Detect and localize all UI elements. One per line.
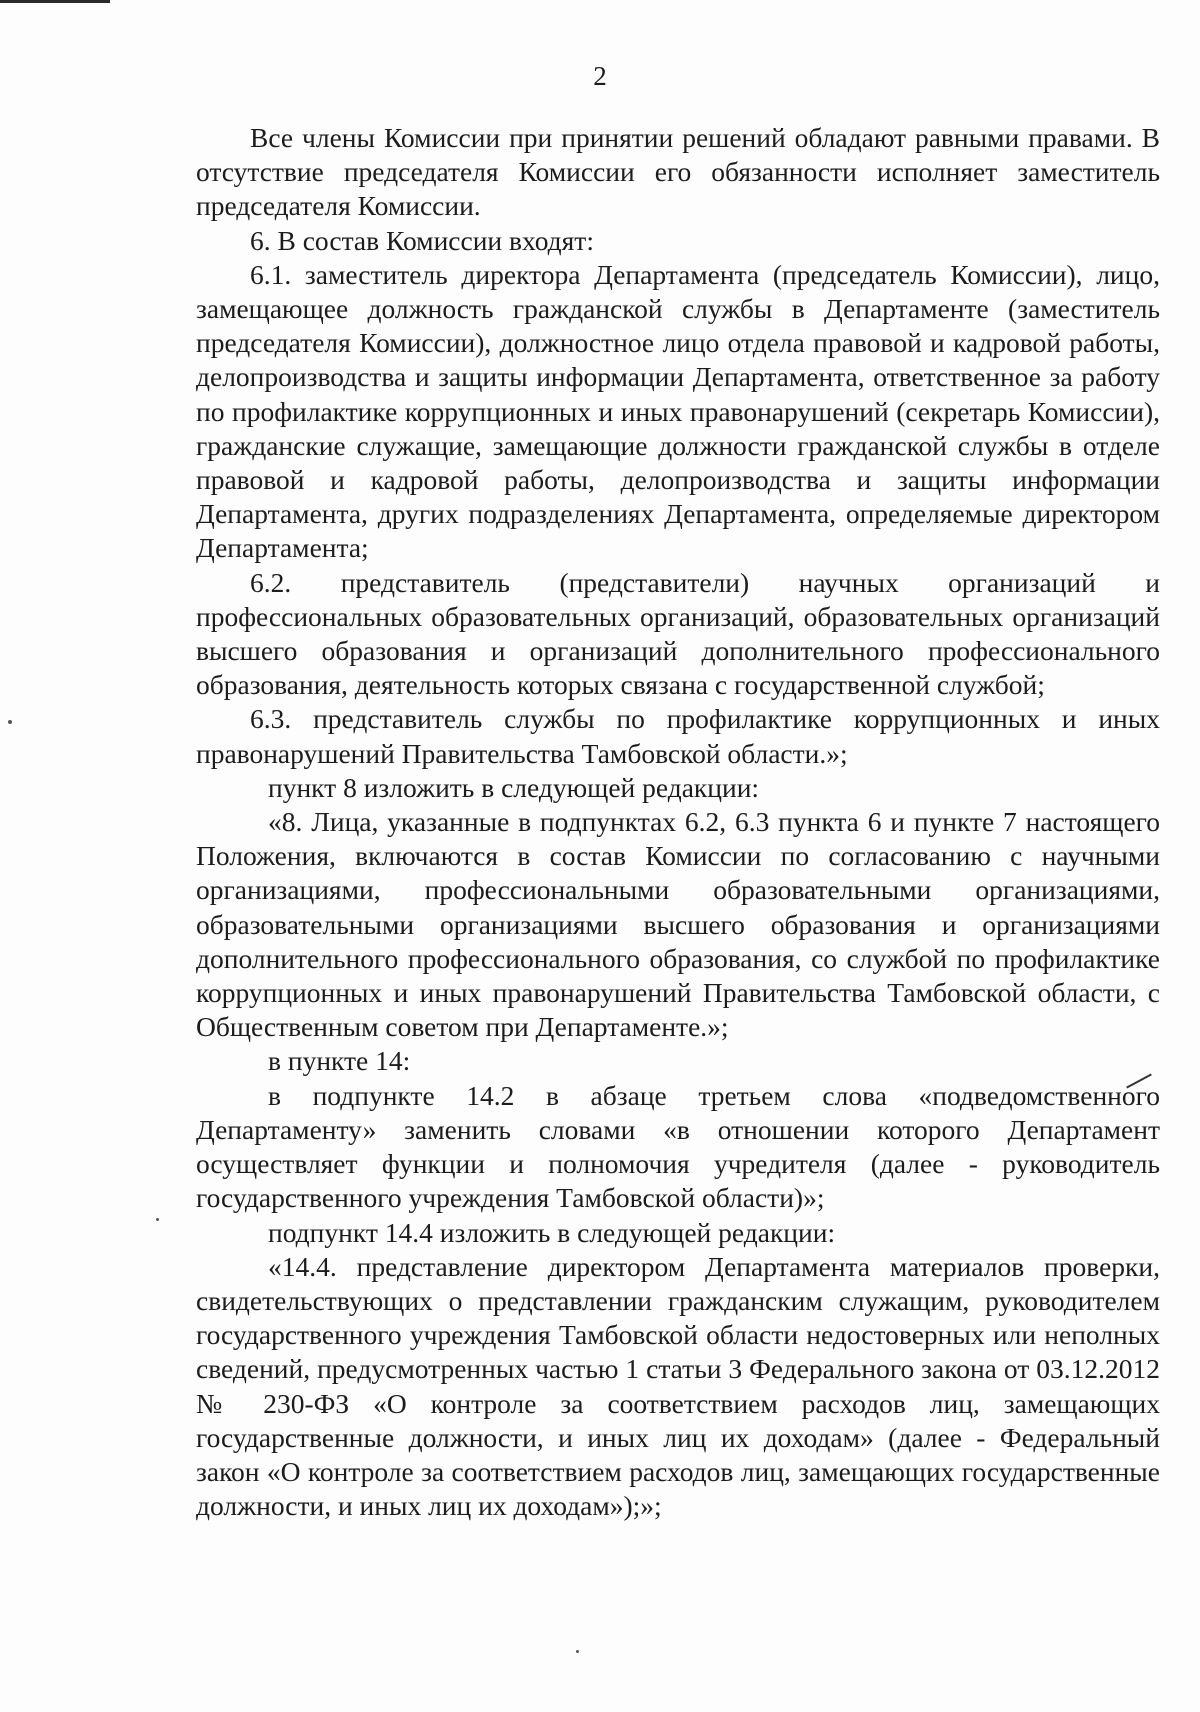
paragraph-equal-rights: Все члены Комиссии при принятии решений обладают равными правами. В отсутствие председателя Комиссии его обязанности исполняет заместитель председателя Комиссии. <box>196 122 1160 222</box>
paragraph-14-4-intro: подпункт 14.4 изложить в следующей редакции: <box>268 1216 836 1248</box>
paragraph-point-8-text: «8. Лица, указанные в подпунктах 6.2, 6.3 пункта 6 и пункте 7 настоящего Положения, включаются в состав Комиссии по согласованию с научными организациями, профессиональными образовательными организациями, образовательными организациями высшего образования и организациями дополнительного профессионального образования, со службой по профилактике коррупционных и иных правонарушений Правительства Тамбовской области, с Общественным советом при Департаменте.»; <box>196 806 1160 1043</box>
paragraph-point-14-intro: в пункте 14: <box>268 1045 411 1077</box>
paragraph-6-2: 6.2. представитель (представители) научных организаций и профессиональных образовательных организаций, образовательных организаций высшего образования и организаций дополнительного профессионального образования, деятельность которых связана с государственной службой; <box>196 566 1160 701</box>
paragraph-composition-heading: 6. В состав Комиссии входят: <box>250 224 594 256</box>
paragraph-point-8-intro: пункт 8 изложить в следующей редакции: <box>268 771 760 803</box>
scan-speck <box>156 1218 159 1221</box>
page-number: 2 <box>593 61 607 91</box>
paragraph-14-4-text: «14.4. представление директором Департамента материалов проверки, свидетельствующих о представлении гражданским служащим, руководителем государственного учреждения Тамбовской области недостоверных или неполных сведений, предусмотренных частью 1 статьи 3 Федерального закона от 03.12.2012 № 230-ФЗ «О контроле за соответствием расходов лиц, замещающих государственные должности, и иных лиц их доходам» (далее - Федеральный закон «О контроле за соответствием расходов лиц, замещающих государственные должности, и иных лиц их доходам»);»; <box>196 1250 1160 1522</box>
paragraph-14-2: в подпункте 14.2 в абзаце третьем слова «подведомственного Департаменту» заменить словами «в отношении которого Департамент осуществляет функции и полномочия учредителя (далее - руководитель государственного учреждения Тамбовской области)»; <box>196 1079 1160 1214</box>
paragraph-6-3: 6.3. представитель службы по профилактике коррупционных и иных правонарушений Правительства Тамбовской области.»; <box>196 703 1160 769</box>
scan-speck <box>576 1650 579 1653</box>
scan-edge-line <box>0 0 110 3</box>
document-body <box>196 121 1160 1523</box>
paragraph-6-1: 6.1. заместитель директора Департамента (председатель Комиссии), лицо, замещающее должность гражданской службы в Департаменте (заместитель председателя Комиссии), должностное лицо отдела правовой и кадровой работы, делопроизводства и защиты информации Департамента, ответственное за работу по профилактике коррупционных и иных правонарушений (секретарь Комиссии), гражданские служащие, замещающие должности гражданской службы в отделе правовой и кадровой работы, делопроизводства и защиты информации Департамента, других подразделениях Департамента, определяемые директором Департамента; <box>196 258 1160 564</box>
scan-speck <box>8 720 12 724</box>
